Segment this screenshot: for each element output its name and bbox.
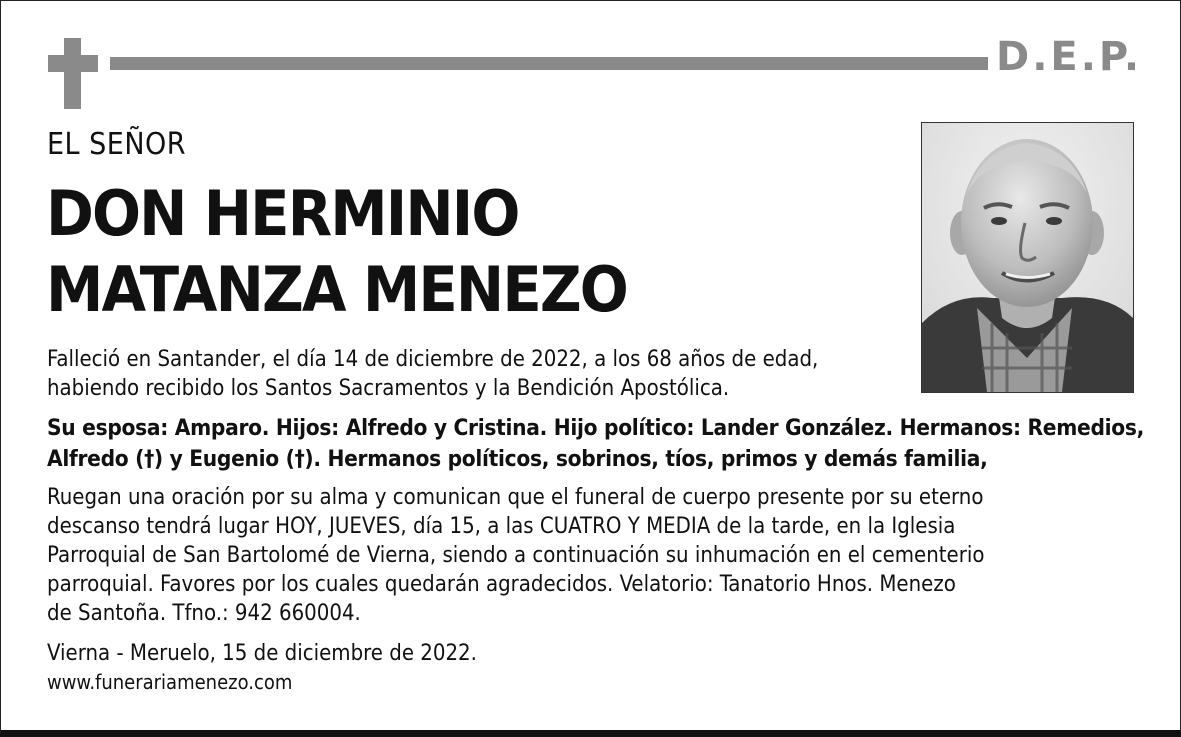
deceased-name [46,176,627,328]
family-line: Su esposa: Amparo. Hijos: Alfredo y Cristina. Hijo político: Lander González. Hermanos: Remedios, [47,415,1145,441]
honorific: EL SEÑOR [47,127,187,162]
header-rule [110,57,988,70]
name-line-2: MATANZA MENEZO [46,253,627,326]
service-line: de Santoña. Tfno.: 942 660004. [47,601,361,626]
death-notice-text [47,345,907,403]
place-date: Vierna - Meruelo, 15 de diciembre de 2022. [47,641,477,666]
service-line: Parroquial de San Bartolomé de Vierna, siendo a continuación su inhumación en el cementerio [47,543,985,568]
name-line-1: DON HERMINIO [46,177,519,250]
dep-label: D.E.P. [996,34,1143,80]
family-text [47,413,1147,475]
death-line: habiendo recibido los Santos Sacramentos y la Bendición Apostólica. [47,376,730,401]
service-line: Ruegan una oración por su alma y comunican que el funeral de cuerpo presente por su eterno [47,485,984,510]
service-text [47,483,1057,628]
family-line: Alfredo (†) y Eugenio (†). Hermanos políticos, sobrinos, tíos, primos y demás familia, [47,446,988,472]
website-link[interactable]: www.funerariamenezo.com [47,670,293,694]
service-line: parroquial. Favores por los cuales quedarán agradecidos. Velatorio: Tanatorio Hnos. Menezo [47,572,956,597]
service-line: descanso tendrá lugar HOY, JUEVES, día 15, a las CUATRO Y MEDIA de la tarde, en la Iglesia [47,514,956,539]
portrait-photo [921,122,1134,393]
death-line: Falleció en Santander, el día 14 de diciembre de 2022, a los 68 años de edad, [47,347,819,372]
